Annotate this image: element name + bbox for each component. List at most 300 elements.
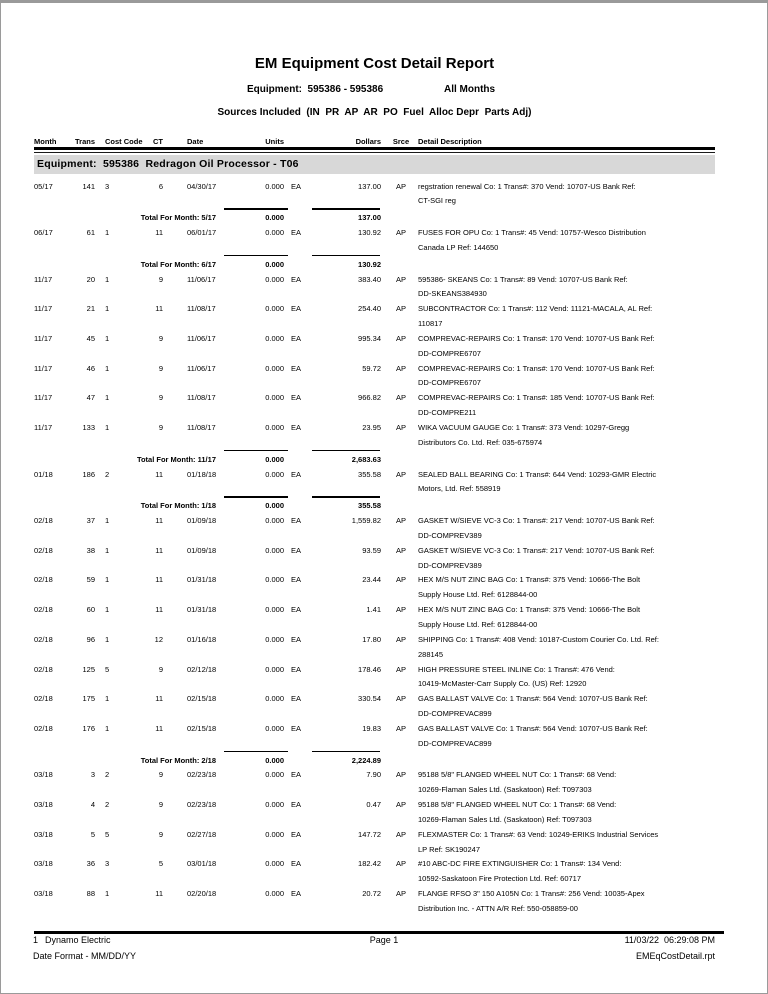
footer-company-number: 1 [33,935,39,945]
cell-units: 0.000 [265,469,284,479]
cell-trans: 88 [86,889,95,899]
cell-units: 0.000 [265,634,284,644]
cell-cost-code: 1 [105,423,110,432]
units-total-rule [224,255,288,256]
cell-month: 02/18 [34,545,53,555]
cell-description: 595386- SKEANS Co: 1 Trans#: 89 Vend: 10707-US Bank Ref: [418,274,628,284]
cell-dollars: 330.54 [358,694,381,704]
cell-month: 11/17 [34,393,53,403]
cell-description-line2: 10592-Saskatoon Fire Protection Ltd. Ref: 60717 [418,874,582,884]
cell-dollars: 147.72 [358,829,381,839]
cell-units: 0.000 [265,575,284,585]
cell-description-line2: DD-COMPRE6707 [418,378,481,388]
cell-units: 0.000 [265,859,284,869]
table-row [1,467,768,482]
cell-description-line2: Distribution Inc. - ATTN A/R Ref: 550-058859-00 [418,904,578,913]
cell-cost-code: 2 [105,770,110,780]
table-row [1,272,768,287]
table-row [1,361,768,376]
cell-trans: 3 [90,770,95,780]
cell-description: FUSES FOR OPU Co: 1 Trans#: 45 Vend: 10757-Wesco Distribution [418,228,646,238]
cell-description-line2: Distributors Co. Ltd. Ref: 035-675974 [418,437,543,447]
table-row-continuation [1,435,768,450]
cell-date: 11/06/17 [187,274,216,284]
cell-units: 0.000 [265,304,284,314]
cell-cost-code: 1 [105,634,110,644]
table-row [1,768,768,783]
cell-month: 11/17 [34,363,53,373]
cell-description-line2: DD-COMPRE211 [418,408,477,418]
cell-ct: 9 [158,800,163,810]
cell-trans: 176 [82,723,95,733]
table-row-continuation [1,617,768,632]
cell-date: 01/09/18 [187,545,217,555]
cell-unit-of-measure: EA [291,770,302,780]
cell-month: 02/18 [34,723,53,733]
cell-description: GASKET W/SIEVE VC-3 Co: 1 Trans#: 217 Vend: 10707-US Bank Ref: [418,545,655,555]
cell-units: 0.000 [265,423,284,432]
header-rule-thin [34,152,715,153]
cell-month: 03/18 [34,770,53,780]
cell-trans: 20 [86,274,95,284]
table-row-continuation [1,647,768,662]
cell-trans: 96 [86,634,95,644]
cell-month: 03/18 [34,800,53,810]
column-header-ct: CT [153,137,163,146]
cell-source: AP [395,423,406,432]
cell-total-units: 0.000 [265,213,284,223]
cell-month: 02/18 [34,664,53,674]
cell-trans: 175 [82,694,95,704]
cell-month: 02/18 [34,694,53,704]
cell-cost-code: 3 [105,181,110,191]
table-row-continuation [1,812,768,827]
cell-dollars: 20.72 [362,889,381,899]
cell-dollars: 995.34 [358,333,381,343]
cell-ct: 11 [155,545,163,555]
cell-source: AP [395,829,406,839]
cell-cost-code: 5 [105,829,110,839]
dollars-total-rule [312,255,380,256]
cell-dollars: 383.40 [358,274,381,284]
cell-ct: 11 [155,575,163,585]
footer-report-filename: EMEqCostDetail.rpt [635,951,715,961]
cell-dollars: 93.59 [362,545,381,555]
total-for-month-label: Total For Month: 1/18 [140,501,216,511]
cell-cost-code: 3 [105,859,110,869]
header-rule-thick [34,147,715,150]
sources-included-label: Sources Included (IN PR AP AR PO Fuel Alloc Depr Parts Adj) [217,107,532,118]
cell-source: AP [395,228,406,238]
cell-cost-code: 1 [105,304,110,314]
cell-units: 0.000 [265,770,284,780]
cell-cost-code: 2 [105,469,110,479]
cell-month: 11/17 [34,304,53,314]
cell-total-units: 0.000 [265,454,284,464]
dollars-total-rule [312,751,380,752]
table-row-continuation [1,707,768,722]
cell-trans: 37 [86,516,95,526]
cell-description-line2: 288145 [418,649,444,659]
cell-units: 0.000 [265,228,284,238]
cell-description-line2: Motors, Ltd. Ref: 558919 [418,484,501,494]
cell-total-dollars: 2,683.63 [351,454,381,464]
cell-date: 02/27/18 [187,829,217,839]
months-label: All Months [444,84,496,95]
cell-source: AP [395,770,406,780]
cell-month: 02/18 [34,575,53,585]
cell-unit-of-measure: EA [291,889,302,899]
cell-description-line2: DD-COMPREV389 [418,560,482,570]
cell-dollars: 1,559.82 [351,516,381,526]
units-total-rule [224,450,288,451]
cell-units: 0.000 [265,545,284,555]
cell-source: AP [395,664,406,674]
table-row [1,391,768,406]
cell-units: 0.000 [265,516,284,526]
cell-month: 01/18 [34,469,53,479]
cell-unit-of-measure: EA [291,634,302,644]
cell-date: 01/31/18 [187,575,217,585]
table-row-continuation [1,677,768,692]
cell-dollars: 7.90 [366,770,381,780]
cell-trans: 45 [86,333,95,343]
cell-date: 02/15/18 [187,694,217,704]
cell-cost-code: 1 [105,723,110,733]
cell-unit-of-measure: EA [291,723,302,733]
cell-description-line2: DD-COMPREV389 [418,530,482,540]
cell-cost-code: 1 [105,516,110,526]
table-row-continuation [1,240,768,255]
cell-cost-code: 1 [105,393,110,403]
cell-source: AP [395,694,406,704]
cell-total-dollars: 355.58 [358,501,381,511]
cell-unit-of-measure: EA [291,274,302,284]
cell-unit-of-measure: EA [291,545,302,555]
total-for-month-label: Total For Month: 5/17 [140,213,216,223]
cell-description: #10 ABC-DC FIRE EXTINGUISHER Co: 1 Trans#: 134 Vend: [418,859,622,869]
cell-cost-code: 1 [105,575,110,585]
cell-description: WIKA VACUUM GAUGE Co: 1 Trans#: 373 Vend: 10297-Gregg [418,423,630,432]
cell-trans: 61 [86,228,95,238]
total-for-month-label: Total For Month: 2/18 [140,755,216,765]
cell-source: AP [395,516,406,526]
table-row [1,603,768,618]
cell-total-units: 0.000 [265,755,284,765]
cell-trans: 38 [86,545,95,555]
cell-units: 0.000 [265,605,284,615]
table-row-continuation [1,588,768,603]
table-row-continuation [1,194,768,209]
dollars-total-rule [312,208,380,209]
cell-total-dollars: 130.92 [358,259,381,269]
cell-description: FLEXMASTER Co: 1 Trans#: 63 Vend: 10249-ERIKS Industrial Services [418,829,659,839]
cell-description: SEALED BALL BEARING Co: 1 Trans#: 644 Vend: 10293-GMR Electric [418,469,657,479]
cell-month: 11/17 [34,423,53,432]
cell-dollars: 0.47 [366,800,381,810]
cell-description: COMPREVAC-REPAIRS Co: 1 Trans#: 170 Vend: 10707-US Bank Ref: [418,333,655,343]
cell-date: 02/23/18 [187,770,217,780]
table-row-continuation [1,872,768,887]
cell-ct: 11 [155,469,163,479]
cell-trans: 21 [86,304,95,314]
cell-unit-of-measure: EA [291,694,302,704]
cell-date: 02/20/18 [187,889,217,899]
cell-description: 95188 5/8" FLANGED WHEEL NUT Co: 1 Trans#: 68 Vend: [418,800,617,810]
cell-description: GAS BALLAST VALVE Co: 1 Trans#: 564 Vend: 10707-US Bank Ref: [418,723,648,733]
footer-page-number: Page 1 [369,935,399,945]
cell-units: 0.000 [265,274,284,284]
cell-trans: 47 [86,393,95,403]
cell-description-line2: Supply House Ltd. Ref: 6128844-00 [418,590,538,600]
cell-units: 0.000 [265,181,284,191]
table-row [1,514,768,529]
column-header-srce: Srce [392,137,410,146]
cell-ct: 9 [158,274,163,284]
table-row-continuation [1,558,768,573]
cell-dollars: 23.44 [362,575,381,585]
cell-ct: 11 [155,889,163,899]
table-row-continuation [1,406,768,421]
cell-description: SUBCONTRACTOR Co: 1 Trans#: 112 Vend: 11121-MACALA, AL Ref: [418,304,653,314]
cell-month: 03/18 [34,889,53,899]
cell-ct: 9 [158,363,163,373]
cell-units: 0.000 [265,333,284,343]
cell-unit-of-measure: EA [291,516,302,526]
cell-trans: 4 [90,800,95,810]
cell-source: AP [395,333,406,343]
cell-date: 11/08/17 [187,304,216,314]
cell-units: 0.000 [265,723,284,733]
cell-dollars: 19.83 [362,723,381,733]
cell-date: 02/23/18 [187,800,217,810]
cell-description: HIGH PRESSURE STEEL INLINE Co: 1 Trans#: 476 Vend: [418,664,615,674]
cell-unit-of-measure: EA [291,664,302,674]
total-for-month-label: Total For Month: 11/17 [136,454,216,464]
cell-dollars: 182.42 [358,859,381,869]
table-row-continuation [1,376,768,391]
cell-source: AP [395,889,406,899]
cell-cost-code: 5 [105,664,110,674]
footer-print-timestamp: 11/03/22 06:29:08 PM [624,935,715,945]
cell-cost-code: 1 [105,363,110,373]
cell-description-line2: DD-SKEANS384930 [418,289,487,299]
cell-date: 01/09/18 [187,516,217,526]
month-total-row [1,452,768,467]
cell-dollars: 17.80 [362,634,381,644]
cell-source: AP [395,545,406,555]
table-row [1,827,768,842]
cell-source: AP [395,393,406,403]
cell-trans: 133 [82,423,95,432]
cell-description: regstration renewal Co: 1 Trans#: 370 Vend: 10707-US Bank Ref: [418,181,636,191]
table-row [1,543,768,558]
cell-description: COMPREVAC-REPAIRS Co: 1 Trans#: 170 Vend: 10707-US Bank Ref: [418,363,655,373]
cell-dollars: 137.00 [358,181,381,191]
cell-description-line2: 10269-Flaman Sales Ltd. (Saskatoon) Ref: T097303 [418,814,592,824]
cell-date: 02/12/18 [187,664,217,674]
cell-source: AP [395,575,406,585]
cell-ct: 9 [158,423,163,432]
cell-total-dollars: 2,224.89 [351,755,381,765]
cell-month: 02/18 [34,634,53,644]
column-header-units: Units [265,137,284,146]
cell-source: AP [395,605,406,615]
cell-date: 11/08/17 [187,423,216,432]
cell-cost-code: 1 [105,274,110,284]
cell-total-units: 0.000 [265,501,284,511]
cell-dollars: 355.58 [358,469,381,479]
table-row-continuation [1,528,768,543]
cell-ct: 11 [155,723,163,733]
cell-unit-of-measure: EA [291,393,302,403]
cell-month: 05/17 [34,181,53,191]
table-row [1,573,768,588]
cell-unit-of-measure: EA [291,575,302,585]
table-row-continuation [1,317,768,332]
table-row [1,887,768,902]
cell-description-line2: DD-COMPREVAC899 [418,709,492,719]
cell-cost-code: 2 [105,800,110,810]
cell-trans: 59 [86,575,95,585]
cell-source: AP [395,469,406,479]
cell-month: 06/17 [34,228,53,238]
cell-source: AP [395,634,406,644]
table-row [1,331,768,346]
cell-cost-code: 1 [105,545,110,555]
report-title: EM Equipment Cost Detail Report [254,55,495,72]
cell-description-line2: 10269-Flaman Sales Ltd. (Saskatoon) Ref: T097303 [418,785,592,795]
cell-ct: 11 [155,694,163,704]
cell-date: 06/01/17 [187,228,217,238]
cell-description-line2: CT-SGI reg [418,196,456,206]
cell-description: HEX M/S NUT ZINC BAG Co: 1 Trans#: 375 Vend: 10666-The Bolt [418,575,641,585]
units-total-rule [224,496,288,497]
cell-cost-code: 1 [105,889,110,899]
month-total-row [1,753,768,768]
cell-dollars: 59.72 [362,363,381,373]
cell-date: 02/15/18 [187,723,217,733]
cell-units: 0.000 [265,889,284,899]
cell-source: AP [395,274,406,284]
cell-cost-code: 1 [105,694,110,704]
cell-description-line2: Canada LP Ref: 144650 [418,242,499,252]
cell-dollars: 130.92 [358,228,381,238]
cell-ct: 11 [155,605,163,615]
cell-description-line2: Supply House Ltd. Ref: 6128844-00 [418,619,538,629]
cell-month: 11/17 [34,274,53,284]
cell-cost-code: 1 [105,605,110,615]
cell-units: 0.000 [265,800,284,810]
cell-unit-of-measure: EA [291,181,302,191]
cell-trans: 60 [86,605,95,615]
month-total-row [1,499,768,514]
cell-date: 01/18/18 [187,469,217,479]
cell-ct: 5 [158,859,163,869]
table-row-continuation [1,346,768,361]
cell-dollars: 1.41 [366,605,381,615]
dollars-total-rule [312,496,380,497]
cell-total-dollars: 137.00 [358,213,381,223]
cell-units: 0.000 [265,694,284,704]
table-row [1,421,768,436]
cell-source: AP [395,304,406,314]
table-row-continuation [1,736,768,751]
cell-trans: 36 [86,859,95,869]
cell-ct: 11 [155,304,163,314]
cell-date: 01/16/18 [187,634,217,644]
table-row-continuation [1,783,768,798]
cell-total-units: 0.000 [265,259,284,269]
cell-description-line2: 10419-McMaster-Carr Supply Co. (US) Ref: 12920 [418,679,587,689]
cell-unit-of-measure: EA [291,859,302,869]
cell-source: AP [395,181,406,191]
cell-month: 11/17 [34,333,53,343]
table-row [1,179,768,194]
cell-dollars: 254.40 [358,304,381,314]
cell-description-line2: DD-COMPREVAC899 [418,738,492,748]
cell-date: 11/06/17 [187,333,216,343]
cell-description: 95188 5/8" FLANGED WHEEL NUT Co: 1 Trans#: 68 Vend: [418,770,617,780]
table-row [1,302,768,317]
cell-unit-of-measure: EA [291,829,302,839]
cell-date: 11/08/17 [187,393,216,403]
month-total-row [1,211,768,226]
cell-ct: 9 [158,829,163,839]
cell-ct: 11 [155,516,163,526]
cell-description: SHIPPING Co: 1 Trans#: 408 Vend: 10187-Custom Courier Co. Ltd. Ref: [418,634,659,644]
cell-date: 03/01/18 [187,859,217,869]
cell-unit-of-measure: EA [291,333,302,343]
cell-ct: 9 [158,664,163,674]
cell-unit-of-measure: EA [291,423,302,432]
cell-trans: 141 [82,181,95,191]
cell-dollars: 966.82 [358,393,381,403]
column-header-dollars: Dollars [355,137,381,146]
table-row [1,721,768,736]
cell-dollars: 23.95 [362,423,381,432]
cell-date: 01/31/18 [187,605,217,615]
total-for-month-label: Total For Month: 6/17 [140,259,216,269]
table-row-continuation [1,287,768,302]
cell-description: HEX M/S NUT ZINC BAG Co: 1 Trans#: 375 Vend: 10666-The Bolt [418,605,641,615]
cell-dollars: 178.46 [358,664,381,674]
cell-cost-code: 1 [105,228,110,238]
column-header-detail-description: Detail Description [418,137,482,146]
cell-date: 11/06/17 [187,363,216,373]
column-header-cost-code: Cost Code [105,137,143,146]
cell-source: AP [395,859,406,869]
cell-date: 04/30/17 [187,181,217,191]
cell-units: 0.000 [265,829,284,839]
cell-trans: 125 [82,664,95,674]
cell-ct: 9 [158,393,163,403]
table-row [1,226,768,241]
cell-source: AP [395,800,406,810]
cell-source: AP [395,723,406,733]
cell-units: 0.000 [265,393,284,403]
cell-description: COMPREVAC-REPAIRS Co: 1 Trans#: 185 Vend: 10707-US Bank Ref: [418,393,655,403]
table-row [1,632,768,647]
month-total-row [1,257,768,272]
table-row [1,662,768,677]
table-row-continuation [1,482,768,497]
cell-unit-of-measure: EA [291,363,302,373]
cell-units: 0.000 [265,664,284,674]
column-header-date: Date [187,137,204,146]
cell-trans: 5 [90,829,95,839]
footer-rule [34,931,724,934]
